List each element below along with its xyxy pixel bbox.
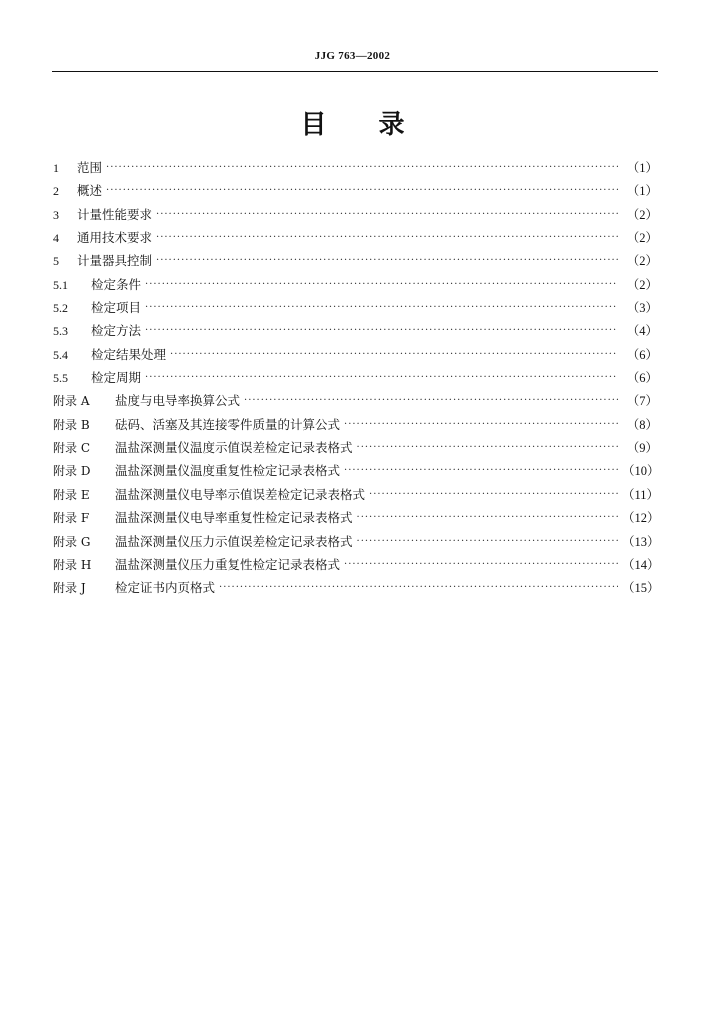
toc-entry-title: 检定证书内页格式 [115, 580, 216, 596]
toc-entry-page: （13） [622, 534, 660, 549]
toc-leader-dots [357, 512, 618, 523]
toc-entry-number: 附录 G [53, 534, 91, 549]
toc-entry-number: 3 [53, 207, 59, 222]
toc-entry-title: 检定项目 [91, 300, 142, 316]
toc-entry-title: 温盐深测量仪电导率示值误差检定记录表格式 [115, 486, 366, 502]
toc-leader-dots [156, 209, 618, 220]
toc-entry[interactable] [53, 555, 658, 578]
toc-entry-page: （6） [626, 347, 658, 362]
toc-entry-page: （15） [622, 581, 660, 596]
toc-entry[interactable] [53, 391, 658, 414]
toc-entry[interactable] [53, 205, 658, 228]
toc-leader-dots [145, 279, 618, 290]
toc-leader-dots [145, 302, 618, 313]
toc-entry-page: （10） [622, 464, 660, 479]
toc-entry-page: （7） [626, 394, 658, 409]
toc-entry-page: （2） [626, 207, 658, 222]
toc-entry[interactable] [53, 415, 658, 438]
toc-entry-page: （3） [626, 301, 658, 316]
toc-leader-dots [244, 395, 618, 406]
toc-entry-number: 2 [53, 184, 59, 199]
toc-entry[interactable] [53, 345, 658, 368]
toc-entry-page: （4） [626, 324, 658, 339]
toc-entry[interactable] [53, 508, 658, 531]
toc-entry-number: 5.2 [53, 301, 68, 316]
toc-entry-number: 5 [53, 254, 59, 269]
toc-entry-title: 检定条件 [91, 276, 142, 292]
toc-leader-dots [170, 349, 618, 360]
toc-entry-title: 温盐深测量仪压力重复性检定记录表格式 [115, 556, 341, 572]
toc-leader-dots [344, 559, 618, 570]
toc-entry[interactable] [53, 275, 658, 298]
toc-entry[interactable] [53, 368, 658, 391]
toc-leader-dots [106, 185, 618, 196]
toc-leader-dots [145, 372, 618, 383]
toc-entry[interactable] [53, 251, 658, 274]
toc-entry[interactable] [53, 321, 658, 344]
toc-entry-title: 温盐深测量仪温度示值误差检定记录表格式 [115, 440, 353, 456]
toc-leader-dots [106, 162, 618, 173]
toc-leader-dots [357, 536, 618, 547]
toc-leader-dots [357, 442, 618, 453]
toc-entry[interactable] [53, 158, 658, 181]
toc-entry-page: （11） [622, 487, 660, 502]
toc-entry-title: 温盐深测量仪温度重复性检定记录表格式 [115, 463, 341, 479]
toc-leader-dots [369, 489, 618, 500]
toc-entry-page: （12） [622, 511, 660, 526]
toc-entry-page: （9） [626, 441, 658, 456]
toc-entry-page: （8） [626, 417, 658, 432]
toc-entry-page: （2） [626, 231, 658, 246]
toc-entry-number: 附录 J [53, 581, 86, 596]
toc-entry[interactable] [53, 181, 658, 204]
toc-entry[interactable] [53, 298, 658, 321]
toc-entry-number: 附录 D [53, 464, 91, 479]
toc-leader-dots [344, 465, 618, 476]
toc-entry-title: 温盐深测量仪压力示值误差检定记录表格式 [115, 533, 353, 549]
toc-entry-title: 概述 [77, 183, 103, 199]
toc-entry-number: 4 [53, 231, 59, 246]
toc-entry-number: 5.4 [53, 347, 68, 362]
toc-entry-title: 范围 [77, 160, 103, 175]
toc-entry-number: 5.5 [53, 371, 68, 386]
toc-entry-number: 5.3 [53, 324, 68, 339]
toc-entry-title: 盐度与电导率换算公式 [115, 393, 241, 409]
toc-entry-title: 计量器具控制 [77, 253, 153, 269]
toc-entry-number: 附录 E [53, 487, 90, 502]
toc-entry-title: 检定周期 [91, 370, 142, 386]
toc-entry-title: 计量性能要求 [77, 206, 153, 222]
toc-entry-number: 附录 C [53, 441, 90, 456]
toc-entry-page: （2） [626, 277, 658, 292]
toc-entry-title: 温盐深测量仪电导率重复性检定记录表格式 [115, 510, 353, 526]
toc-entry-page: （2） [626, 254, 658, 269]
toc-entry-number: 附录 A [53, 394, 90, 409]
header-rule [52, 71, 658, 72]
toc-entry-title: 砝码、活塞及其连接零件质量的计算公式 [115, 416, 341, 432]
toc-entry-title: 检定方法 [91, 323, 142, 339]
toc-entry-page: （1） [626, 184, 658, 199]
toc-entry-number: 5.1 [53, 277, 68, 292]
table-of-contents [53, 158, 658, 602]
toc-entry-number: 附录 F [53, 511, 90, 526]
toc-leader-dots [156, 255, 618, 266]
toc-entry[interactable] [53, 578, 658, 601]
toc-leader-dots [344, 419, 618, 430]
toc-entry-page: （14） [622, 557, 660, 572]
toc-entry[interactable] [53, 532, 658, 555]
toc-entry-title: 检定结果处理 [91, 346, 167, 362]
page-title [0, 104, 705, 141]
toc-entry-number: 1 [53, 161, 59, 175]
toc-leader-dots [156, 232, 618, 243]
standard-code-header: JJG 763—2002 [314, 50, 391, 62]
toc-entry-number: 附录 H [53, 557, 92, 572]
toc-entry-title: 通用技术要求 [77, 230, 153, 246]
toc-leader-dots [219, 582, 618, 593]
toc-entry[interactable] [53, 461, 658, 484]
toc-entry-page: （6） [626, 371, 658, 386]
title-char-left: 目 [300, 110, 327, 140]
toc-entry-number: 附录 B [53, 417, 90, 432]
toc-entry-page: （1） [626, 161, 658, 175]
toc-entry[interactable] [53, 228, 658, 251]
toc-entry[interactable] [53, 438, 658, 461]
toc-entry[interactable] [53, 485, 658, 508]
toc-leader-dots [145, 325, 618, 336]
title-char-right: 录 [378, 110, 405, 140]
